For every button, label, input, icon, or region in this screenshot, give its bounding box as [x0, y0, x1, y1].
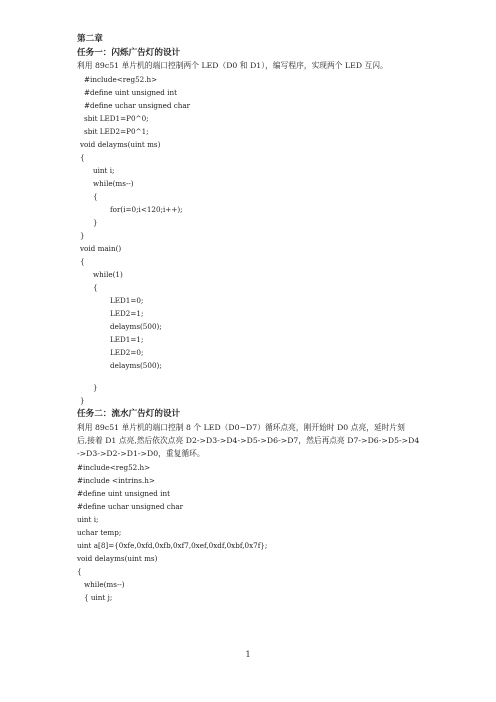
code-line: uint i;: [77, 515, 99, 524]
code-line: #include <intrins.h>: [77, 476, 155, 485]
code-line: #include<reg52.h>: [77, 463, 151, 472]
code-line: LED2=0;: [110, 348, 144, 357]
code-line: while(1): [93, 270, 123, 279]
code-line: void main(): [80, 244, 122, 253]
description-line: 后,接着 D1 点亮,然后依次点亮 D2->D3->D4->D5->D6->D7，然后再点亮 D7->D6->D5->D4: [77, 436, 420, 445]
code-line: delayms(500);: [110, 361, 162, 370]
code-line: void delayms(uint ms): [77, 554, 158, 563]
code-line: #define uint unsigned int: [84, 88, 177, 97]
code-line: #define uchar unsigned char: [77, 502, 184, 511]
code-line: while(ms--): [84, 580, 125, 589]
code-line: uint a[8]={0xfe,0xfd,0xfb,0xf7,0xef,0xdf,0xbf,0x7f};: [77, 541, 268, 550]
code-line: while(ms--): [93, 179, 134, 188]
task1-title: 任务一：闪烁广告灯的设计: [77, 48, 181, 58]
code-line: uchar temp;: [77, 528, 122, 537]
code-line: #include<reg52.h>: [84, 75, 158, 84]
code-line: }: [80, 231, 85, 240]
description-line: 利用 89c51 单片机的端口控制 8 个 LED（D0~D7）循环点亮，刚开始时 D0 点亮，延时片刻: [77, 423, 405, 432]
task2-title: 任务二：流水广告灯的设计: [77, 409, 181, 419]
code-line: void delayms(uint ms): [80, 140, 161, 149]
code-line: delayms(500);: [110, 322, 162, 331]
code-line: }: [80, 396, 85, 405]
code-line: LED1=1;: [110, 335, 144, 344]
code-line: {: [77, 567, 82, 576]
page-number: 1: [245, 650, 251, 659]
code-line: }: [93, 218, 98, 227]
description-line: ->D3->D2->D1->D0，重复循环。: [77, 449, 205, 458]
code-line: uint i;: [93, 166, 115, 175]
code-line: sbit LED2=P0^1;: [84, 127, 149, 136]
code-line: LED2=1;: [110, 309, 144, 318]
code-line: {: [93, 283, 98, 292]
code-line: {: [93, 192, 98, 201]
code-line: LED1=0;: [110, 296, 144, 305]
code-line: for(i=0;i<120;i++);: [110, 205, 183, 214]
code-line: }: [93, 383, 98, 392]
code-line: #define uint unsigned int: [77, 489, 170, 498]
code-line: {: [80, 257, 85, 266]
chapter-heading: 第二章: [77, 34, 103, 44]
code-line: { uint j;: [84, 593, 113, 602]
code-line: {: [80, 153, 85, 162]
code-line: sbit LED1=P0^0;: [84, 114, 149, 123]
code-line: #define uchar unsigned char: [84, 101, 191, 110]
task1-description: 利用 89c51 单片机的端口控制两个 LED（D0 和 D1），编写程序，实现两个 LED 互闪。: [77, 61, 388, 70]
